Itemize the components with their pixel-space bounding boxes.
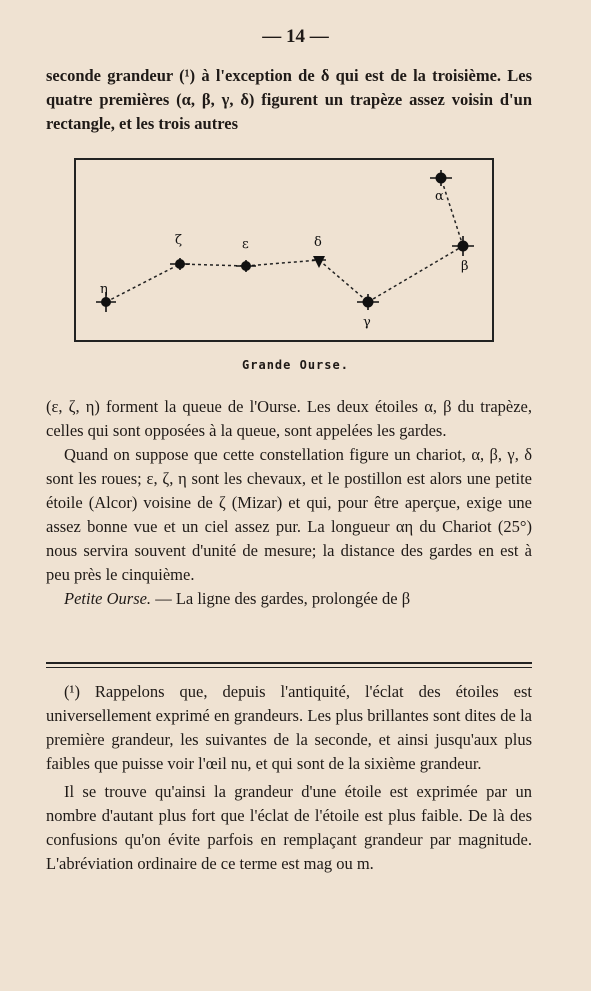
intro-paragraph <box>46 64 532 136</box>
paragraph-chariot: Quand on suppose que cette constellation figure un chariot, α, β, γ, δ sont les roues; ε, ζ, η sont les chevaux, et le postillon est alors une petite étoile (Alcor) voisine de ζ (Mizar) et qui, pour être aperçue, exige une assez bonne vue et un ciel assez pur. La longueur αη du Chariot (25°) nous servira souvent d'unité de mesure; la distance des gardes en est à peu près le cinquième. <box>46 445 532 584</box>
star-alpha <box>430 170 452 186</box>
big-dipper-diagram <box>76 160 492 340</box>
intro-text: seconde grandeur (¹) à l'exception de δ qui est de la troisième. Les quatre premières (α, β, γ, δ) figurent un trapèze assez voisin d'un rectangle, et les trois autres <box>46 66 532 133</box>
footnote-rule-thick <box>46 662 532 664</box>
line-beta-alpha <box>441 178 463 246</box>
figure-caption: Grande Ourse. <box>242 358 349 372</box>
constellation-lines <box>106 178 463 302</box>
star-markers <box>96 170 474 312</box>
line-eta-zeta <box>106 264 180 302</box>
main-text <box>46 395 532 611</box>
label-alpha: α <box>435 189 444 204</box>
footnote-rule-thin <box>46 667 532 668</box>
petite-ourse-title: Petite Ourse. <box>64 589 152 608</box>
paragraph-petite-ourse <box>46 587 532 611</box>
label-beta: β <box>461 259 469 274</box>
star-beta <box>452 236 474 256</box>
footnote-1: (¹) Rappelons que, depuis l'antiquité, l'éclat des étoiles est universellement exprimé en grandeurs. Les plus brillantes sont dites de la première grandeur, les suivantes de la seconde, et ainsi jusqu'aux plus faibles que puisse voir l'œil nu, et qui sont de la sixième grandeur. <box>46 682 532 773</box>
label-epsilon: ε <box>242 237 249 252</box>
label-eta: η <box>100 282 108 297</box>
footnote-2: Il se trouve qu'ainsi la grandeur d'une étoile est exprimée par un nombre d'autant plus fort que l'éclat de l'étoile est plus faible. De là des confusions qu'on évite parfois en remplaçant grandeur par magnitude. L'abréviation ordinaire de ce terme est mag ou m. <box>46 782 532 873</box>
paragraph-tail: (ε, ζ, η) forment la queue de l'Ourse. Les deux étoiles α, β du trapèze, celles qui sont opposées à la queue, sont appelées les gardes. <box>46 397 532 440</box>
line-gamma-beta <box>368 246 463 302</box>
star-gamma <box>357 294 379 310</box>
line-epsilon-delta <box>246 260 319 266</box>
star-epsilon <box>236 260 256 272</box>
star-zeta <box>170 258 190 270</box>
footnote-block <box>46 680 532 880</box>
constellation-figure <box>74 158 494 342</box>
label-gamma: γ <box>363 315 371 330</box>
page-number: — 14 — <box>262 26 329 47</box>
petite-ourse-text: — La ligne des gardes, prolongée de β <box>151 589 411 608</box>
label-delta: δ <box>314 235 322 250</box>
star-delta <box>312 256 326 268</box>
star-labels <box>100 189 469 330</box>
line-delta-gamma <box>319 260 368 302</box>
label-zeta: ζ <box>175 233 183 248</box>
